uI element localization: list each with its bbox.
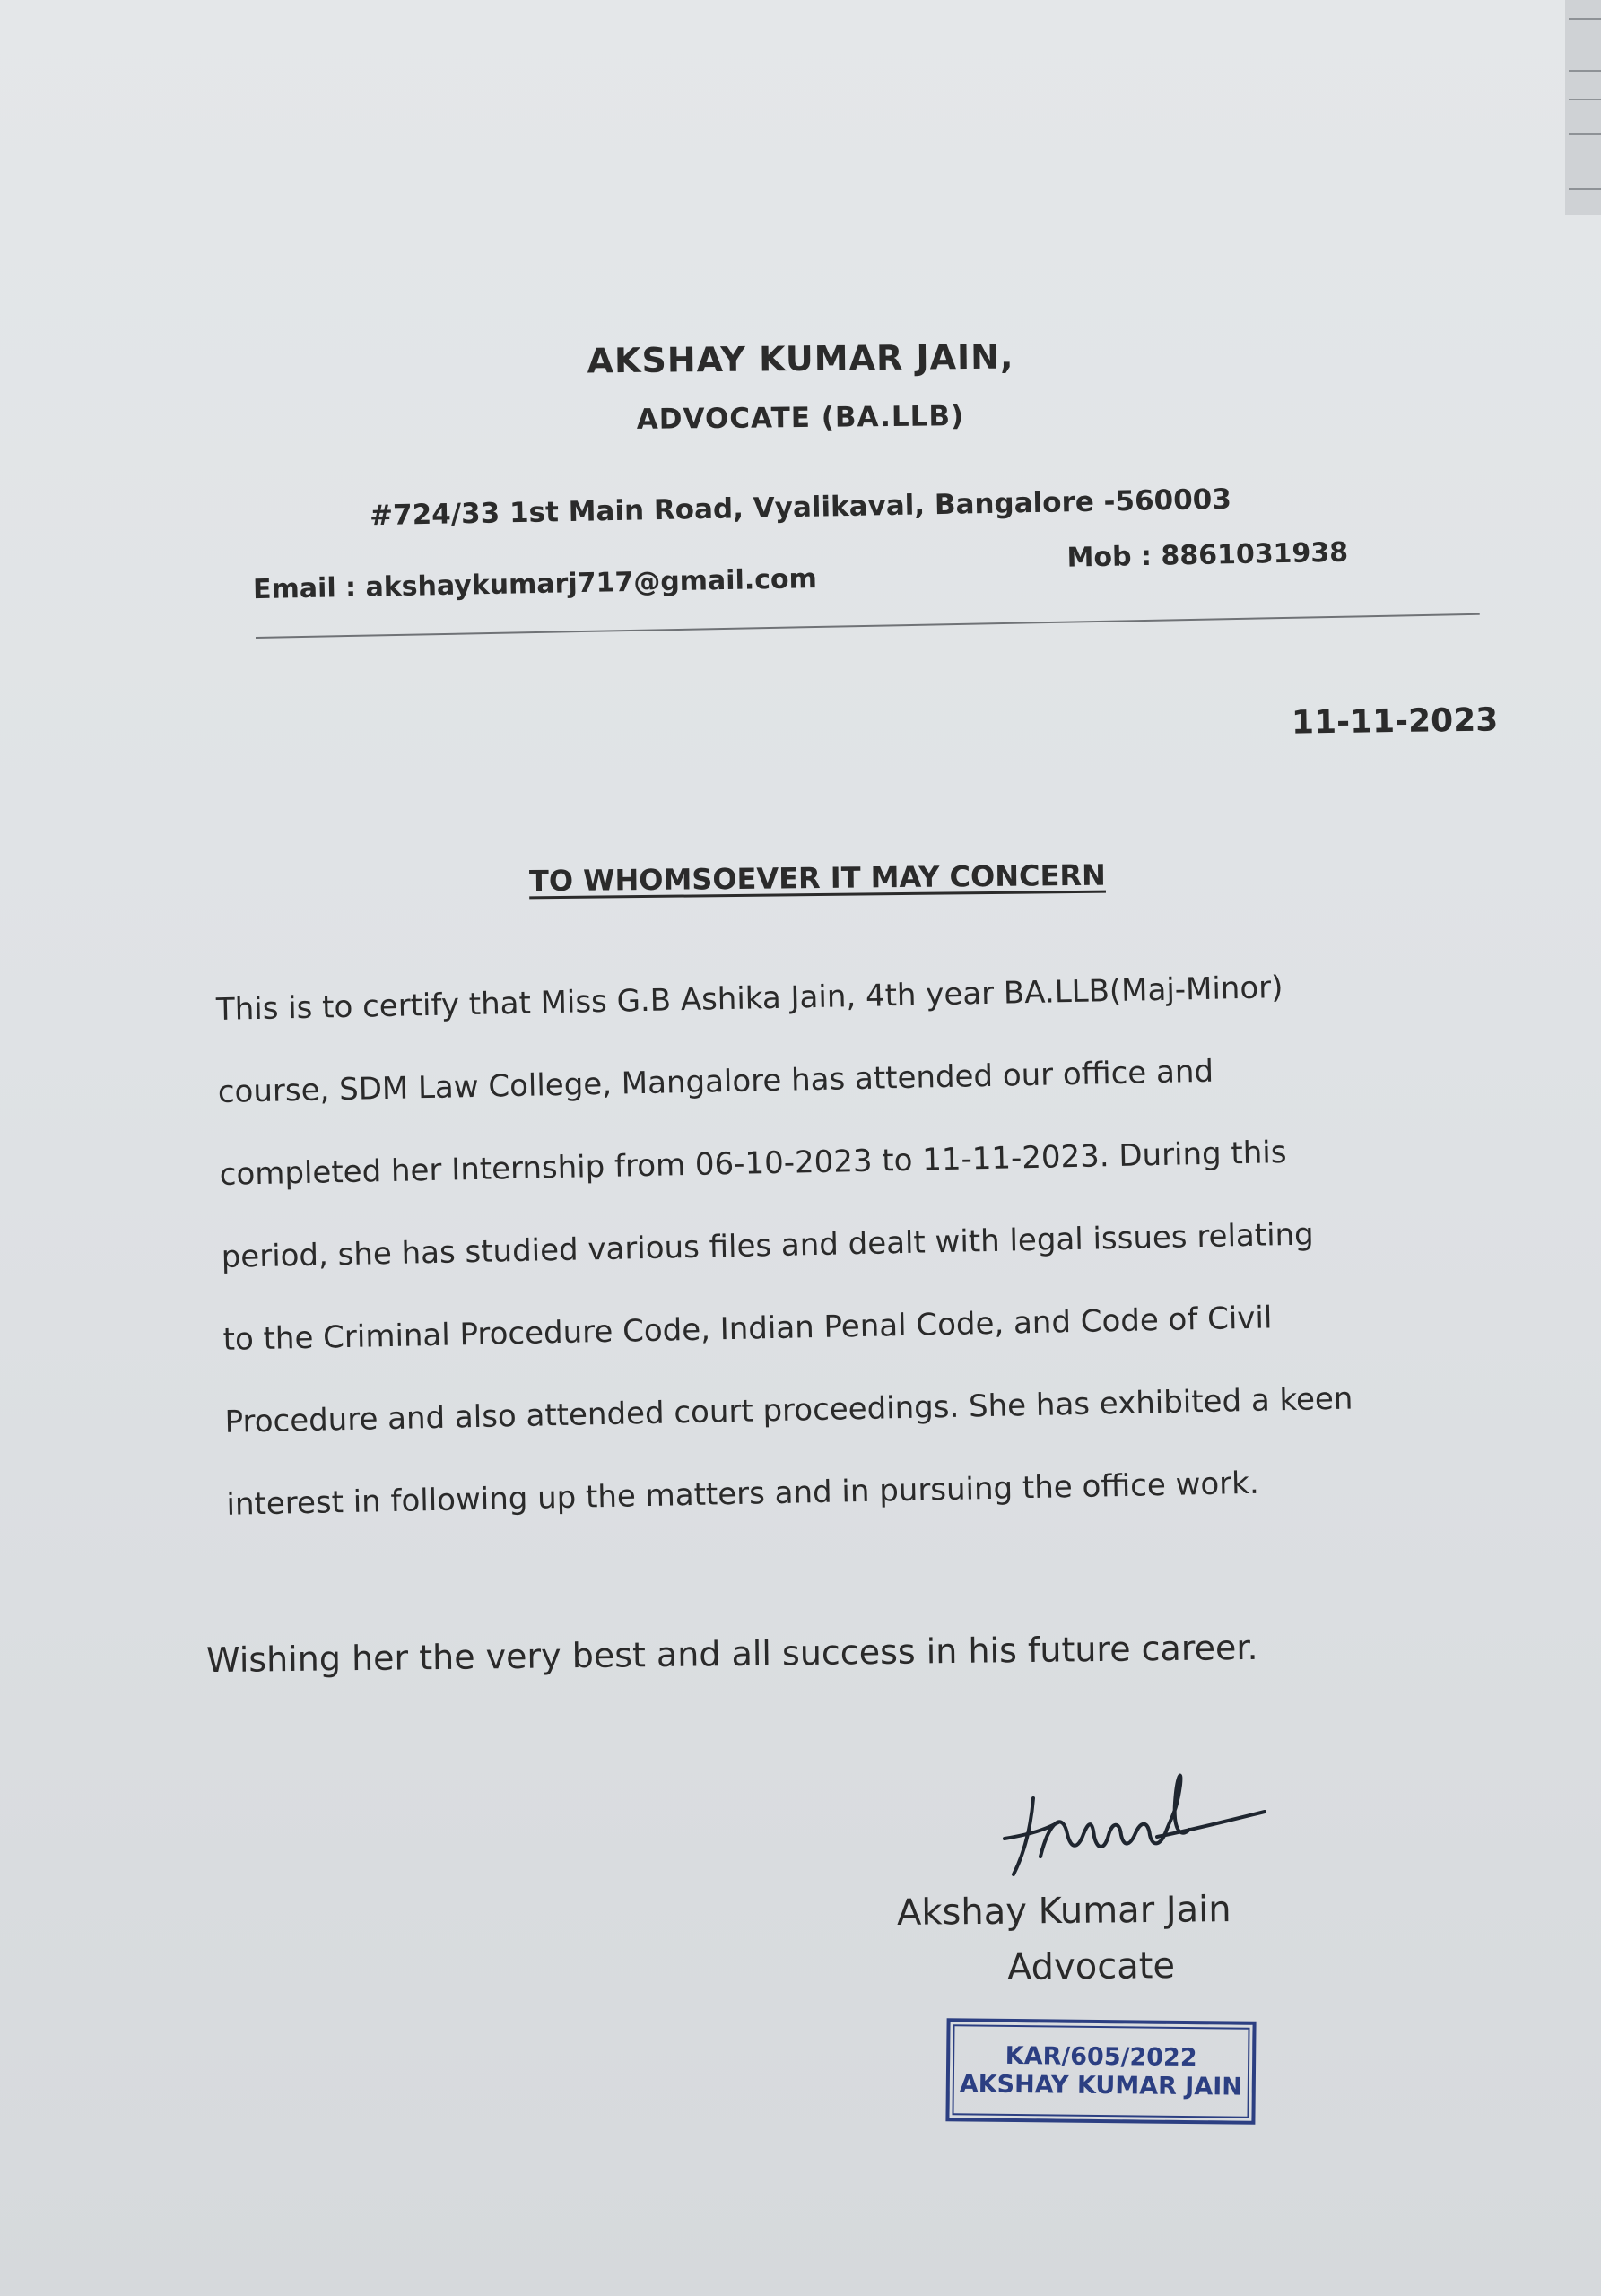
- body-line: interest in following up the matters and in pursuing the office work.: [226, 1465, 1260, 1523]
- mobile-text: Mob : 8861031938: [1066, 536, 1349, 574]
- advocate-stamp: [945, 2018, 1256, 2125]
- page-edge: [1565, 0, 1601, 215]
- closing-line: Wishing her the very best and all success in his future career.: [205, 1627, 1258, 1681]
- body-line: period, she has studied various files and dealt with legal issues relating: [221, 1216, 1315, 1275]
- body-line: Procedure and also attended court proceedings. She has exhibited a keen: [224, 1380, 1353, 1440]
- body-line: completed her Internship from 06-10-2023 to 11-11-2023. During this: [219, 1135, 1287, 1193]
- handwritten-signature: [978, 1749, 1274, 1892]
- letterhead-address: #724/33 1st Main Road, Vyalikaval, Bangalore -560003: [369, 483, 1232, 533]
- letterhead-divider: [256, 613, 1480, 639]
- letterhead-contact: [252, 536, 1383, 606]
- signatory-name: Akshay Kumar Jain: [896, 1889, 1231, 1934]
- body-line: to the Criminal Procedure Code, Indian Penal Code, and Code of Civil: [222, 1300, 1273, 1358]
- letter-subject: TO WHOMSOEVER IT MAY CONCERN: [528, 857, 1106, 899]
- letter-date: 11-11-2023: [1291, 701, 1499, 742]
- stamp-name: AKSHAY KUMAR JAIN: [959, 2070, 1243, 2101]
- body-line: This is to certify that Miss G.B Ashika Jain, 4th year BA.LLB(Maj-Minor): [215, 970, 1283, 1028]
- letterhead-qualification: ADVOCATE (BA.LLB): [636, 400, 965, 436]
- stamp-enrollment-number: KAR/605/2022: [1005, 2041, 1197, 2073]
- email-text: Email : akshaykumarj717@gmail.com: [252, 563, 818, 606]
- body-line: course, SDM Law College, Mangalore has attended our office and: [217, 1053, 1214, 1110]
- letter-body: [215, 941, 1554, 1546]
- signatory-title: Advocate: [1006, 1945, 1176, 1988]
- letterhead-name: AKSHAY KUMAR JAIN,: [587, 336, 1014, 381]
